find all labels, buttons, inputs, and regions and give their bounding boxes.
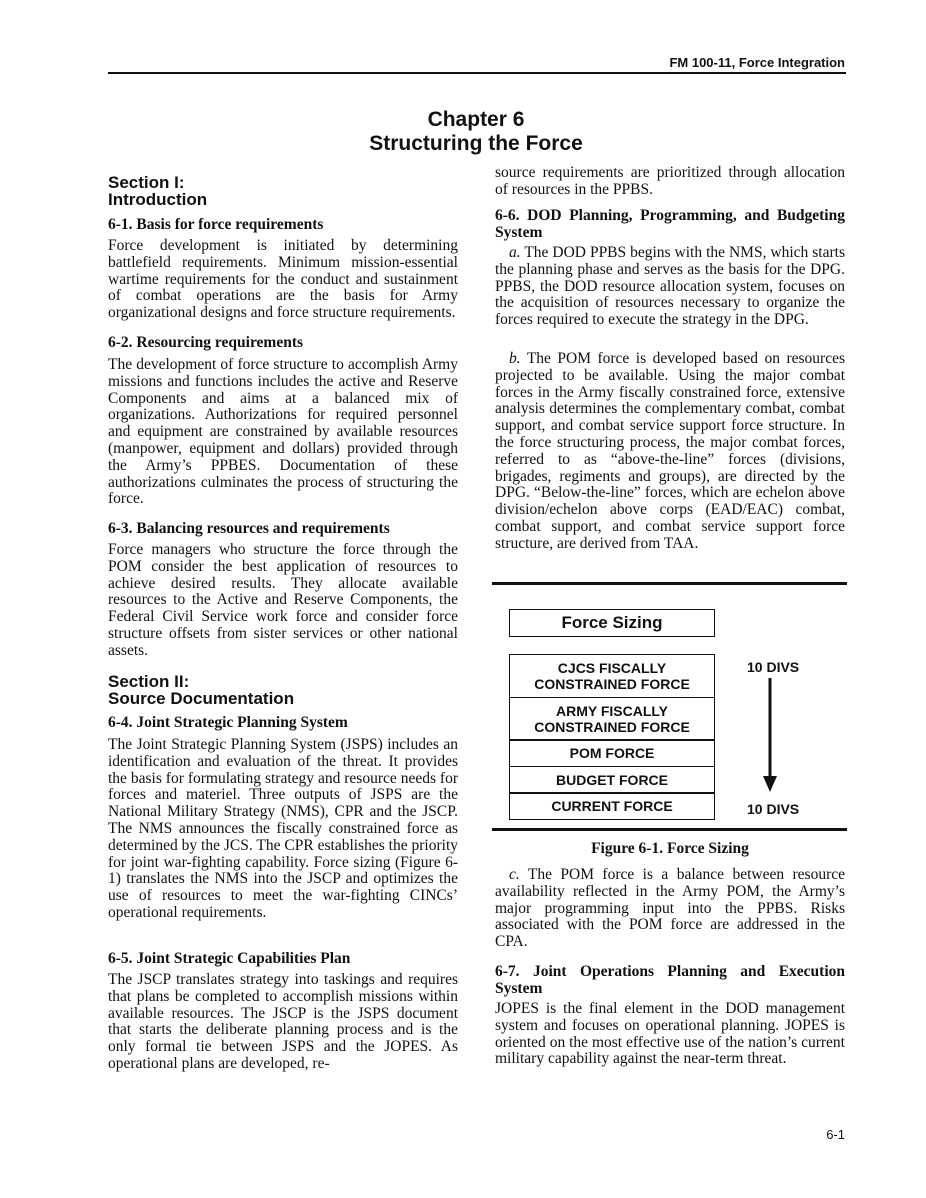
- chapter-name: Structuring the Force: [369, 132, 583, 155]
- figure-top-rule: [492, 582, 847, 585]
- section-title: Source Documentation: [108, 689, 295, 708]
- chapter-number: Chapter 6: [427, 108, 525, 131]
- heading-6-1: 6-1. Basis for force requirements: [108, 216, 324, 233]
- item-label: b.: [509, 350, 521, 367]
- top-divs-label: 10 DIVS: [747, 659, 800, 675]
- section-2-heading: [108, 673, 458, 707]
- paragraph-6-2: The development of force structure to accomplish Army missions and functions includes the active and Reserve Components and aims at a balanced mix of organizations. Authorizations for required personnel and equipment are constrained by available resources (manpower, equipment and dollars) provided through the Army’s PPBES. Documentation of these authorizations culminates the process of structuring the force.: [108, 356, 458, 508]
- item-label: a.: [509, 244, 521, 261]
- section-1-heading: [108, 174, 458, 208]
- paragraph-6-6a: [495, 245, 845, 329]
- force-row: ARMY FISCALLY CONSTRAINED FORCE: [509, 697, 715, 741]
- item-text: The POM force is developed based on resources projected to be available. Using the major combat forces in the Army fiscally constrained force, extensive analysis determines the complementary combat, combat support, and combat service support force structure. In the force structuring process, the major combat forces, referred to as “above-the-line” forces (divisions, brigades, regiments and groups), are directed by the DPG. “Below-the-line” forces, which are echelon above division/echelon above corps (EAD/EAC) combat, combat support, and combat service support force structure, are derived from TAA.: [495, 350, 845, 552]
- heading-6-3: 6-3. Balancing resources and requirements: [108, 520, 390, 537]
- header-rule: [108, 72, 846, 74]
- item-text: The POM force is a balance between resource availability reflected in the Army POM, the Army’s major programming input into the PPBS. Risks associated with the POM force are addressed in the CPA.: [495, 866, 845, 951]
- chapter-title: [0, 108, 926, 156]
- paragraph-6-6b: [495, 351, 845, 553]
- paragraph-6-5: The JSCP translates strategy into taskings and requires that plans be completed to accomplish missions within available resources. The JSCP is the JSPS document that starts the deliberate planning process and is the only formal tie between JSPS and the JOPES. As operational plans are developed, re-: [108, 971, 458, 1072]
- force-row: CJCS FISCALLY CONSTRAINED FORCE: [509, 654, 715, 698]
- heading-6-2: 6-2. Resourcing requirements: [108, 334, 304, 351]
- down-arrow-icon: [760, 678, 780, 794]
- paragraph-6-6c: [495, 867, 845, 951]
- force-row: POM FORCE: [509, 739, 715, 767]
- force-row: CURRENT FORCE: [509, 792, 715, 820]
- item-text: The DOD PPBS begins with the NMS, which starts the planning phase and serves as the basis for the DPG. PPBS, the DOD resource allocation system, focuses on the acquisition of resources necessary to organize the forces required to execute the strategy in the DPG.: [495, 244, 845, 329]
- heading-6-6: 6-6. DOD Planning, Programming, and Budgeting System: [495, 207, 845, 241]
- paragraph-6-3: Force managers who structure the force through the POM consider the best application of resources to achieve desired results. They allocate available resources to the Active and Reserve Components, the Federal Civil Service work force and consider force structure offsets from sister services or other national assets.: [108, 541, 458, 659]
- figure-caption: Figure 6-1. Force Sizing: [591, 840, 749, 857]
- page-number: 6-1: [826, 1127, 845, 1142]
- section-label: Section II:: [108, 672, 190, 691]
- paragraph-6-4: The Joint Strategic Planning System (JSPS) includes an identification and evaluation of the threat. It provides the basis for formulating strategy and resource needs for forces and materiel. Three outputs of JSPS are the National Military Strategy (NMS), CPR and the JSCP. The NMS announces the fiscally constrained force as determined by the JCS. The CPR establishes the priority for joint war-fighting capability. Force sizing (Figure 6-1) translates the NMS into the JSCP and optimizes the use of resources to meet the war-fighting CINCs’ operational requirements.: [108, 736, 458, 921]
- force-row: BUDGET FORCE: [509, 766, 715, 794]
- figure-title-box: Force Sizing: [509, 609, 715, 637]
- paragraph-continued: source requirements are prioritized through allocation of resources in the PPBS.: [495, 164, 845, 198]
- paragraph-6-1: Force development is initiated by determining battlefield requirements. Minimum mission-essential wartime requirements for the conduct and sustainment of combat operations are the basis for Army organizational designs and force structure requirements.: [108, 237, 458, 322]
- heading-6-7: 6-7. Joint Operations Planning and Execution System: [495, 963, 845, 997]
- item-label: c.: [509, 866, 520, 883]
- section-label: Section I:: [108, 173, 185, 192]
- section-title: Introduction: [108, 190, 208, 209]
- figure-bottom-rule: [492, 828, 847, 831]
- heading-6-5: 6-5. Joint Strategic Capabilities Plan: [108, 950, 351, 967]
- paragraph-6-7: JOPES is the final element in the DOD management system and focuses on operational planning. JOPES is oriented on the most effective use of the nation’s current military capability against the near-term threat.: [495, 1000, 845, 1068]
- heading-6-4: 6-4. Joint Strategic Planning System: [108, 714, 348, 731]
- running-header: FM 100-11, Force Integration: [669, 55, 845, 70]
- force-sizing-stack: [509, 654, 715, 820]
- bottom-divs-label: 10 DIVS: [747, 801, 800, 817]
